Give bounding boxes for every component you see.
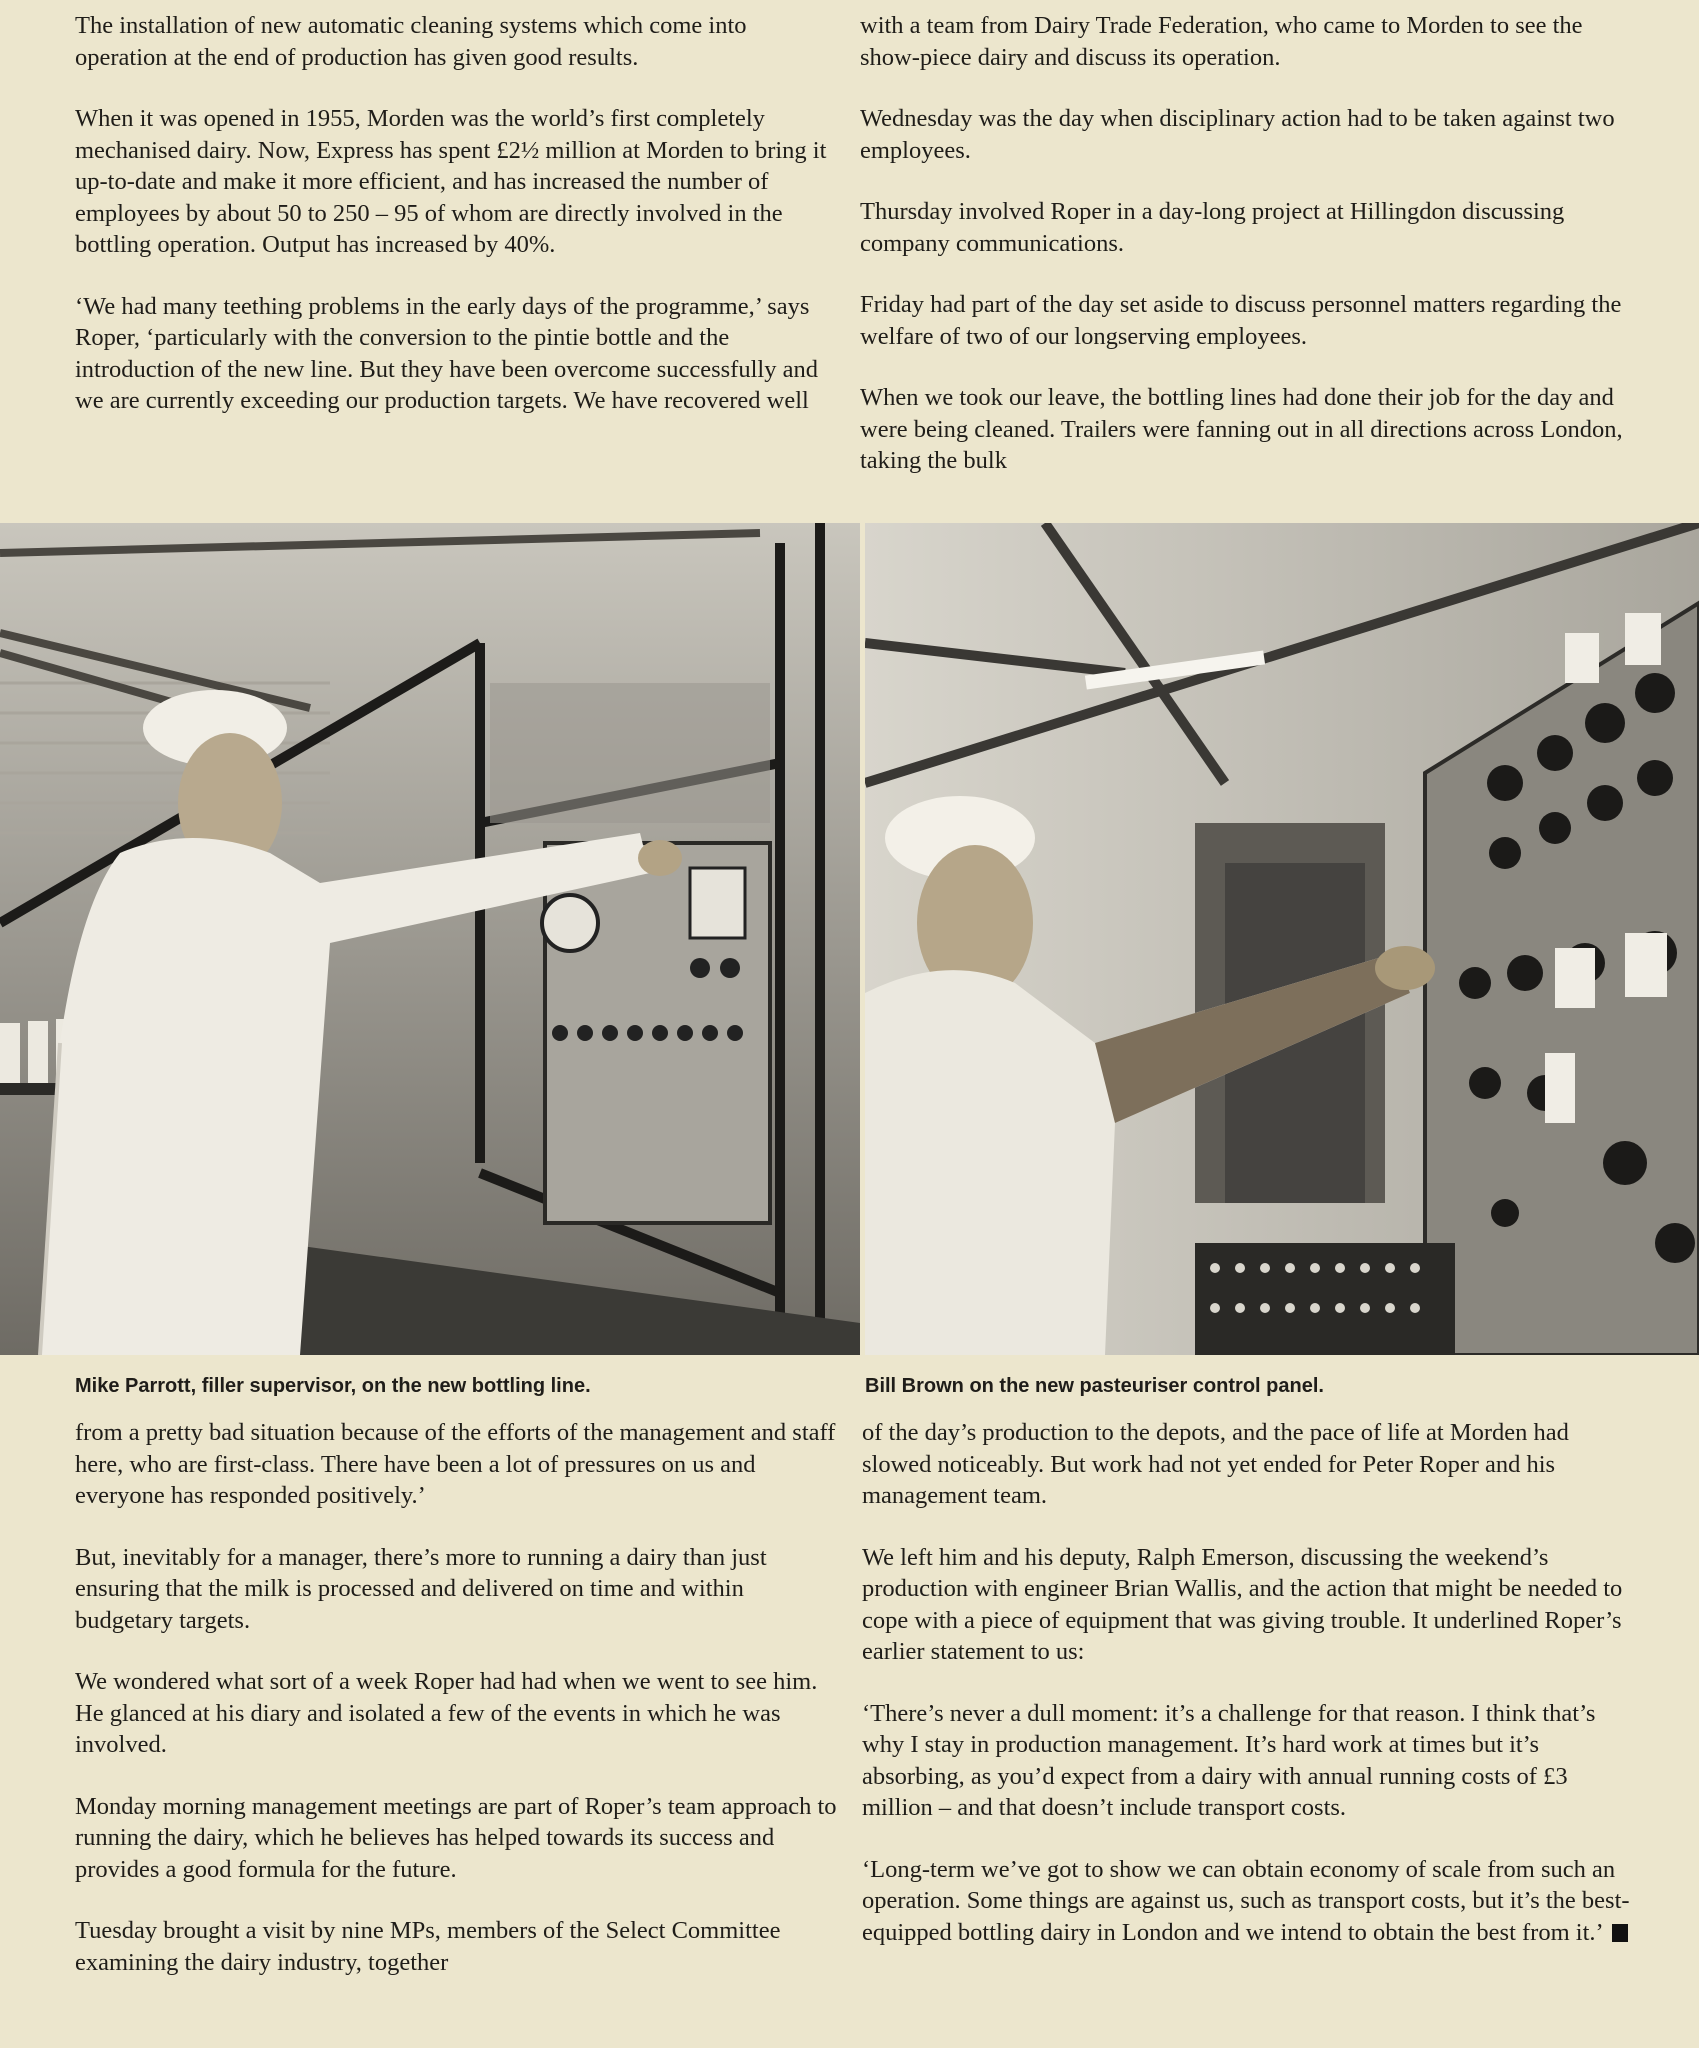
last-paragraph — [862, 1854, 1632, 1949]
bottom-right-column — [862, 1417, 1632, 1948]
paragraph: ‘There’s never a dull moment: it’s a challenge for that reason. I think that’s why I stay in production management. It’s hard work at times but it’s absorbing, as you’d expect from a dairy with annual running costs of £3 million – and that doesn’t include transport costs. — [862, 1699, 1596, 1821]
paragraph: Wednesday was the day when disciplinary action had to be taken against two employees. — [860, 105, 1615, 164]
paragraph: with a team from Dairy Trade Federation, who came to Morden to see the show-piece dairy and discuss its operation. — [860, 12, 1583, 71]
top-left-column — [75, 10, 845, 417]
paragraph: Friday had part of the day set aside to discuss personnel matters regarding the welfare of two of our longserving employees. — [860, 291, 1622, 350]
photo-bottling-line — [0, 523, 860, 1355]
bottom-left-column — [75, 1417, 845, 1978]
bottling-line-illustration — [0, 523, 860, 1355]
paragraph: The installation of new automatic cleaning systems which come into operation at the end of production has given good results. — [75, 12, 747, 71]
paragraph: ‘We had many teething problems in the early days of the programme,’ says Roper, ‘particularly with the conversion to the pintie bottle and the introduction of the new line. But they have been overcome successfully and we are currently exceeding our production targets. We have recovered well — [75, 292, 818, 414]
photo-caption-right: Bill Brown on the new pasteuriser control panel. — [865, 1375, 1324, 1397]
control-panel-illustration — [865, 523, 1699, 1355]
paragraph: We wondered what sort of a week Roper had had when we went to see him. He glanced at his diary and isolated a few of the events in which he was involved. — [75, 1668, 818, 1758]
paragraph: We left him and his deputy, Ralph Emerson, discussing the weekend’s production with engineer Brian Wallis, and the action that might be needed to cope with a piece of equipment that was giving trouble. It underlined Roper’s earlier statement to us: — [862, 1543, 1623, 1665]
paragraph-text: ‘Long-term we’ve got to show we can obtain economy of scale from such an operation. Some things are against us, such as transport costs, but it’s the best-equipped bottling dairy in London and we intend to obtain the best from it.’ — [862, 1855, 1630, 1946]
paragraph: of the day’s production to the depots, and the pace of life at Morden had slowed noticeably. But work had not yet ended for Peter Roper and his management team. — [862, 1419, 1569, 1509]
end-of-article-mark — [1612, 1924, 1628, 1942]
photo-pasteuriser-panel — [865, 523, 1699, 1355]
photo-caption-left: Mike Parrott, filler supervisor, on the new bottling line. — [75, 1375, 591, 1397]
paragraph: But, inevitably for a manager, there’s more to running a dairy than just ensuring that the milk is processed and delivered on time and within budgetary targets. — [75, 1543, 767, 1634]
paragraph: When it was opened in 1955, Morden was the world’s first completely mechanised dairy. Now, Express has spent £2½ million at Morden to bring it up-to-date and make it more efficient, and has increased the number of employees by about 50 to 250 – 95 of whom are directly involved in the bottling operation. Output has increased by 40%. — [75, 105, 827, 258]
paragraph: When we took our leave, the bottling lines had done their job for the day and were being cleaned. Trailers were fanning out in all directions across London, taking the bulk — [860, 384, 1623, 474]
paragraph: from a pretty bad situation because of the efforts of the management and staff here, who are first-class. There have been a lot of pressures on us and everyone has responded positively.’ — [75, 1419, 836, 1509]
paragraph: Tuesday brought a visit by nine MPs, members of the Select Committee examining the dairy industry, together — [75, 1917, 781, 1976]
paragraph: Monday morning management meetings are part of Roper’s team approach to running the dairy, which he believes has helped towards its success and provides a good formula for the future. — [75, 1792, 837, 1883]
paragraph: Thursday involved Roper in a day-long project at Hillingdon discussing company communications. — [860, 198, 1565, 257]
top-right-column — [860, 10, 1630, 477]
